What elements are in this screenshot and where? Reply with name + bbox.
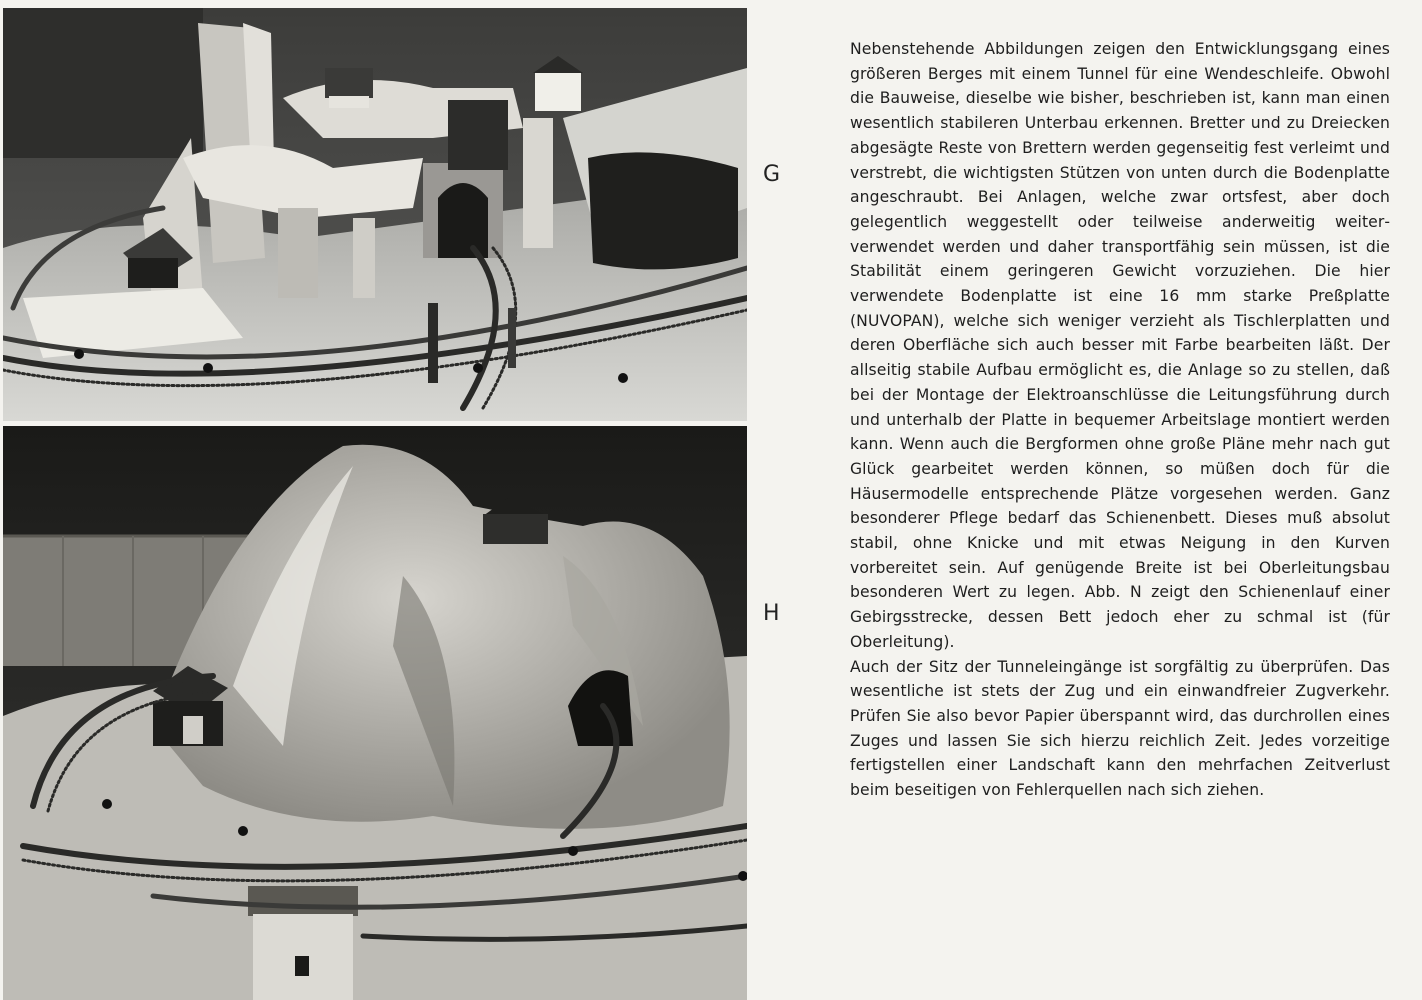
photo-h-mountain-covered — [3, 426, 747, 1000]
paragraph-2: Auch der Sitz der Tunneleingänge ist sorgfältig zu überprüfen. Das wesentliche ist stets der Zug und ein einwandfreier Zugverkehr. Prüfen Sie also bevor Papier überspannt wird, das durchrollen eines Zuges und lassen Sie sich hierzu reichlich Zeit. Jedes vorzeitige fertigstellen einer Landschaft kann den mehrfachen Zeitverlust beim beseitigen von Fehlerquellen nach sich ziehen. — [850, 657, 1390, 800]
figure-label-g: G — [763, 162, 781, 187]
photo-h-image — [3, 426, 747, 1000]
body-text — [850, 37, 1390, 803]
photo-g-mountain-frame — [3, 8, 747, 421]
figure-label-h: H — [763, 601, 780, 626]
photo-g-image — [3, 8, 747, 421]
paragraph-1: Nebenstehende Abbildungen zeigen den Entwicklungsgang eines größeren Berges mit einem Tunnel für eine Wendeschleife. Obwohl die Bauweise, dieselbe wie bisher, beschrieben ist, kann man einen wesentlich stabileren Unterbau erkennen. Bretter und zu Dreiecken abgesägte Reste von Brettern werden gegenseitig fest verleimt und verstrebt, die wichtigsten Stützen von unten durch die Bodenplatte angeschraubt. Bei Anlagen, welche zwar ortsfest, aber doch gelegentlich weggestellt oder teilweise anderweitig weiterverwendet werden und daher transportfähig sein müssen, ist die Stabilität einem geringeren Gewicht vorzuziehen. Die hier verwendete Bodenplatte ist eine 16 mm starke Preßplatte (NUVOPAN), welche sich weniger verzieht als Tischlerplatten und deren Oberfläche sich auch besser mit Farbe bearbeiten läßt. Der allseitig stabile Aufbau ermöglicht es, die Anlage so zu stellen, daß bei der Montage der Elektroanschlüsse die Leitungsführung durch und unterhalb der Platte in bequemer Arbeitslage montiert werden kann. Wenn auch die Bergformen ohne große Pläne mehr nach gut Glück gearbeitet werden können, so müßen doch für die Häusermodelle entsprechende Plätze vorgesehen werden. Ganz besonderer Pflege bedarf das Schienenbett. Dieses muß absolut stabil, ohne Knicke und mit etwas Neigung in den Kurven vorbereitet sein. Auf genügende Breite ist bei Oberleitungsbau besonderen Wert zu legen. Abb. N zeigt den Schienenlauf einer Gebirgsstrecke, dessen Bett jedoch eher zu schmal ist (für Oberleitung). — [850, 40, 1390, 651]
